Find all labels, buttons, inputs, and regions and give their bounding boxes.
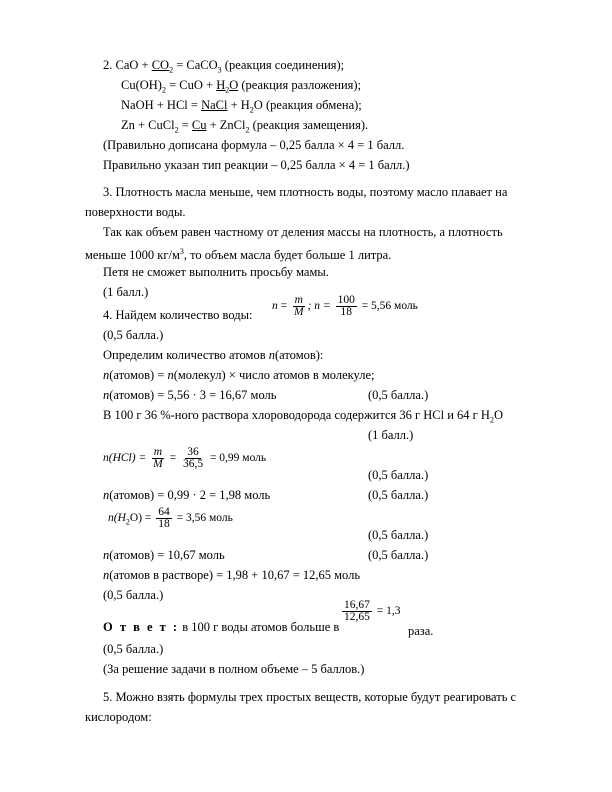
q4-define-line bbox=[103, 348, 323, 362]
subscript: 2 bbox=[489, 415, 494, 425]
q4-score-2: (0,5 балла.) bbox=[368, 388, 429, 402]
text: O (реакция обмена); bbox=[253, 98, 362, 112]
text: (реакция разложения); bbox=[238, 78, 362, 92]
numerator: 16,67 bbox=[344, 599, 370, 611]
numerator: m bbox=[294, 294, 303, 306]
math-var: n bbox=[103, 368, 110, 382]
q5-line-2: кислородом: bbox=[85, 710, 152, 724]
answer-unit: раза. bbox=[408, 624, 434, 638]
numerator: 64 bbox=[158, 505, 170, 518]
text: + H bbox=[227, 98, 250, 112]
text: = 5,56 моль bbox=[358, 300, 418, 313]
text: (атомов): bbox=[275, 348, 324, 362]
text: = bbox=[166, 452, 179, 464]
text: = 1,3 bbox=[373, 605, 401, 618]
math-var: n bbox=[103, 488, 110, 502]
subscript: 2 bbox=[245, 125, 250, 135]
denominator: M bbox=[294, 306, 304, 318]
numerator: 100 bbox=[337, 294, 355, 306]
math-var: n bbox=[167, 368, 174, 382]
fraction bbox=[156, 507, 172, 530]
fraction bbox=[151, 447, 165, 470]
q3-line-2: поверхности воды. bbox=[85, 205, 186, 219]
fraction bbox=[342, 600, 372, 623]
formula-hcl-amount bbox=[103, 446, 266, 470]
text: Определим количество атомов bbox=[103, 348, 269, 362]
text: , то объем масла будет больше 1 литра. bbox=[183, 248, 392, 263]
q2-scoring-2: Правильно указан тип реакции – 0,25 балла × 4 = 1 балл.) bbox=[103, 158, 410, 172]
text: В 100 г 36 %-ного раствора хлороводорода содержится 36 г HCl и 64 г H bbox=[103, 408, 490, 422]
underlined-formula bbox=[216, 78, 239, 95]
q4-heading: 4. Найдем количество воды: bbox=[103, 308, 253, 322]
text: Zn + CuCl bbox=[121, 118, 175, 132]
q4-score-9: (0,5 балла.) bbox=[103, 642, 164, 656]
text: NaOH + HCl = bbox=[121, 98, 202, 112]
text: O) = bbox=[129, 512, 155, 524]
q4-score-3: (1 балл.) bbox=[368, 428, 414, 442]
underlined-formula: Cu bbox=[191, 118, 207, 132]
q4-score-6: (0,5 балла.) bbox=[368, 528, 429, 542]
math-var: n bbox=[268, 348, 275, 362]
text: O bbox=[493, 408, 503, 422]
formula-h2o-amount bbox=[108, 506, 233, 534]
q3-line-5: Петя не сможет выполнить просьбу мамы. bbox=[103, 265, 329, 279]
q2-scoring-1: (Правильно дописана формула – 0,25 балла × 4 = 1 балл. bbox=[103, 138, 405, 152]
text: (атомов в растворе) = 1,98 + 10,67 = 12,65 моль bbox=[109, 568, 361, 582]
text: H bbox=[216, 78, 226, 92]
numerator: 36 bbox=[187, 445, 199, 458]
subscript: 2 bbox=[225, 85, 230, 95]
q4-h2o-atoms-line bbox=[103, 548, 225, 562]
subscript: 2 bbox=[161, 85, 166, 95]
text: n(H bbox=[108, 512, 126, 524]
denominator: 18 bbox=[158, 517, 170, 530]
q3-line-3: Так как объем равен частному от деления массы на плотность, а плотность bbox=[103, 225, 503, 239]
underlined-formula bbox=[151, 58, 174, 75]
q4-answer-line bbox=[103, 620, 339, 634]
subscript: 3 bbox=[217, 65, 222, 75]
q4-score-1: (0,5 балла.) bbox=[103, 328, 164, 342]
denominator: 12,65 bbox=[344, 611, 370, 623]
math-var: n bbox=[272, 300, 278, 313]
fraction bbox=[336, 295, 357, 318]
q2-number: 2. bbox=[103, 58, 113, 72]
text: (реакция замещения). bbox=[249, 118, 369, 132]
text: = bbox=[178, 118, 192, 132]
text: = bbox=[277, 300, 290, 313]
text: CaO + bbox=[115, 58, 152, 72]
q4-score-5: (0,5 балла.) bbox=[368, 488, 429, 502]
q2-line-3 bbox=[121, 98, 362, 118]
q4-solution-line bbox=[103, 408, 503, 428]
text: CO bbox=[151, 58, 170, 72]
q2-line-2 bbox=[121, 78, 361, 98]
q5-line-1: 5. Можно взять формулы трех простых веществ, которые будут реагировать с bbox=[103, 690, 517, 704]
q2-line-4 bbox=[121, 118, 368, 138]
q4-score-4: (0,5 балла.) bbox=[368, 468, 429, 482]
q4-score-total: (За решение задачи в полном объеме – 5 баллов.) bbox=[103, 662, 365, 676]
fraction bbox=[181, 447, 205, 470]
q4-calc-line bbox=[103, 388, 277, 402]
text: + ZnCl bbox=[206, 118, 246, 132]
text: O bbox=[229, 78, 239, 92]
q4-equation-line bbox=[103, 368, 375, 382]
math-var: n bbox=[103, 548, 110, 562]
fraction bbox=[292, 295, 306, 318]
text: Cu(OH) bbox=[121, 78, 162, 92]
text: = CaCO bbox=[173, 58, 218, 72]
q2-line-1 bbox=[103, 58, 344, 78]
text: меньше 1000 кг/м bbox=[85, 248, 180, 263]
q4-score-7: (0,5 балла.) bbox=[368, 548, 429, 562]
math-var: n bbox=[103, 388, 110, 402]
text: ; n = bbox=[307, 300, 334, 313]
text: (молекул) × число атомов в молекуле; bbox=[173, 368, 375, 382]
q3-score: (1 балл.) bbox=[103, 285, 149, 299]
subscript: 2 bbox=[169, 65, 174, 75]
subscript: 2 bbox=[249, 105, 254, 115]
denominator: 18 bbox=[340, 306, 352, 318]
q4-total-line bbox=[103, 568, 360, 582]
text: = 3,56 моль bbox=[173, 512, 233, 524]
answer-label: О т в е т : bbox=[103, 620, 180, 634]
numerator: m bbox=[153, 445, 163, 458]
text: в 100 г воды атомов больше в bbox=[179, 620, 340, 634]
text: n(HCl) = bbox=[103, 452, 150, 464]
q3-line-4 bbox=[85, 245, 391, 262]
text: (атомов) = bbox=[109, 368, 168, 382]
underlined-formula: NaCl bbox=[201, 98, 228, 112]
subscript: 2 bbox=[125, 517, 130, 527]
text: = CuO + bbox=[165, 78, 217, 92]
text: (реакция соединения); bbox=[221, 58, 345, 72]
text: (атомов) = 10,67 моль bbox=[109, 548, 225, 562]
math-var: n bbox=[103, 568, 110, 582]
subscript: 2 bbox=[174, 125, 179, 135]
text: (атомов) = 0,99 · 2 = 1,98 моль bbox=[109, 488, 271, 502]
q4-hcl-atoms-line bbox=[103, 488, 270, 502]
formula-ratio bbox=[340, 600, 401, 623]
q4-score-8: (0,5 балла.) bbox=[103, 588, 164, 602]
denominator: M bbox=[153, 457, 163, 470]
text: = 0,99 моль bbox=[207, 452, 267, 464]
superscript: 3 bbox=[179, 247, 184, 256]
text: (атомов) = 5,56 · 3 = 16,67 моль bbox=[109, 388, 277, 402]
q3-line-1: 3. Плотность масла меньше, чем плотность воды, поэтому масло плавает на bbox=[103, 185, 508, 199]
formula-water-amount bbox=[272, 295, 418, 318]
denominator: 36,5 bbox=[182, 457, 204, 470]
